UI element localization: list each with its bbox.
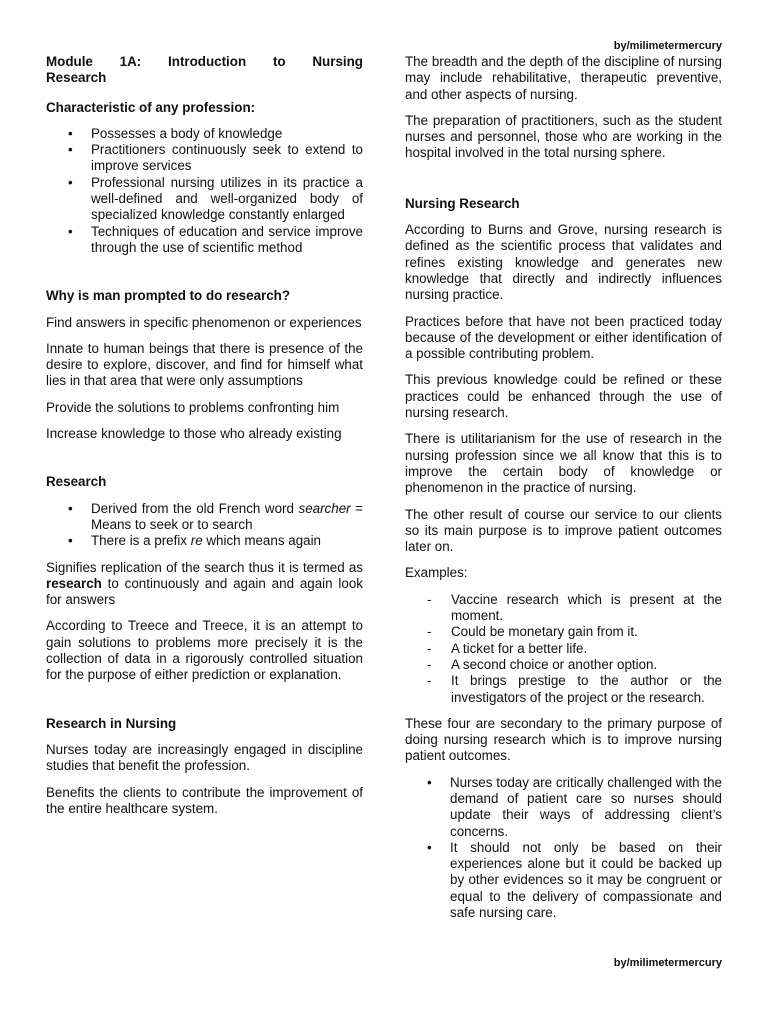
- paragraph: Benefits the clients to contribute the improvement of the entire healthcare system.: [46, 784, 363, 816]
- paragraph: Nurses today are increasingly engaged in discipline studies that benefit the profession.: [46, 741, 363, 774]
- footer-credit: by/milimetermercury: [613, 957, 722, 969]
- paragraph: The other result of course our service to our clients so its main purpose is to improve patient outcomes later on.: [405, 506, 722, 555]
- paragraph: Examples:: [405, 565, 468, 581]
- research-heading: Research: [46, 474, 107, 490]
- paragraph: Provide the solutions to problems confronting him: [46, 399, 340, 415]
- research-list: [46, 501, 363, 550]
- list-item: • It should not only be based on their experiences alone but it could be backed up by other evidences so it may be congruent or equal to the delivery of compassionate and safe nursing care.: [405, 840, 722, 921]
- list-item: • Professional nursing utilizes in its practice a well-defined and well-organized body of specialized knowledge constantly enlarged: [46, 175, 363, 224]
- list-item: • Possesses a body of knowledge: [46, 126, 363, 142]
- paragraph: Signifies replication of the search thus it is termed as research to continuously and again and again look for answers: [46, 559, 363, 608]
- list-item: - Could be monetary gain from it.: [405, 624, 722, 640]
- list-item: - A ticket for a better life.: [405, 641, 722, 657]
- list-item: - It brings prestige to the author or the investigators of the project or the research.: [405, 673, 722, 706]
- list-item: • Techniques of education and service improve through the use of scientific method: [46, 224, 363, 257]
- paragraph: The breadth and the depth of the discipline of nursing may include rehabilitative, therapeutic preventive, and other aspects of nursing.: [405, 54, 722, 102]
- right-column: [405, 54, 722, 931]
- paragraph: Innate to human beings that there is presence of the desire to explore, discover, and find for himself what lies in that area that were only assumptions: [46, 340, 363, 389]
- paragraph: There is utilitarianism for the use of research in the nursing profession since we all know that this is to improve the certain body of knowledge or phenomenon in the practice of nursing.: [405, 431, 722, 496]
- nursing-research-heading: Nursing Research: [405, 195, 520, 211]
- list-item: • Practitioners continuously seek to extend to improve services: [46, 142, 363, 175]
- paragraph: Practices before that have not been practiced today because of the development or either identification of a possible contributing problem.: [405, 313, 722, 362]
- module-title: [46, 54, 363, 87]
- paragraph: Increase knowledge to those who already existing: [46, 426, 342, 442]
- examples-list: [405, 592, 722, 706]
- paragraph: This previous knowledge could be refined or these practices could be enhanced through the use of nursing research.: [405, 372, 722, 421]
- research-in-nursing-heading: Research in Nursing: [46, 715, 177, 731]
- module-title-line1: Module 1A: Introduction to Nursing: [46, 54, 363, 69]
- list-item: • Derived from the old French word searcher = Means to seek or to search: [46, 501, 363, 534]
- list-item: • There is a prefix re which means again: [46, 533, 363, 549]
- characteristic-list: [46, 126, 363, 256]
- final-list: [405, 775, 722, 922]
- list-item: - Vaccine research which is present at the moment.: [405, 592, 722, 625]
- why-heading: Why is man prompted to do research?: [46, 288, 291, 304]
- header-credit: by/milimetermercury: [613, 40, 722, 52]
- paragraph: Find answers in specific phenomenon or experiences: [46, 314, 362, 330]
- paragraph: These four are secondary to the primary purpose of doing nursing research which is to improve nursing patient outcomes.: [405, 715, 722, 764]
- list-item: • Nurses today are critically challenged with the demand of patient care so nurses should update their ways of addressing client’s concerns.: [405, 775, 722, 840]
- module-title-line2: Research: [46, 70, 107, 86]
- characteristic-heading: Characteristic of any profession:: [46, 99, 256, 115]
- paragraph: According to Burns and Grove, nursing research is defined as the scientific process that validates and refines existing knowledge and generates new knowledge that directly and indirectly influences nursing practice.: [405, 222, 722, 303]
- left-column: [46, 54, 363, 827]
- paragraph: According to Treece and Treece, it is an attempt to gain solutions to problems more precisely it is the collection of data in a rigorously controlled situation for the purpose of either prediction or explanation.: [46, 618, 363, 683]
- paragraph: The preparation of practitioners, such as the student nurses and personnel, those who are working in the hospital involved in the total nursing sphere.: [405, 112, 722, 161]
- list-item: - A second choice or another option.: [405, 657, 722, 673]
